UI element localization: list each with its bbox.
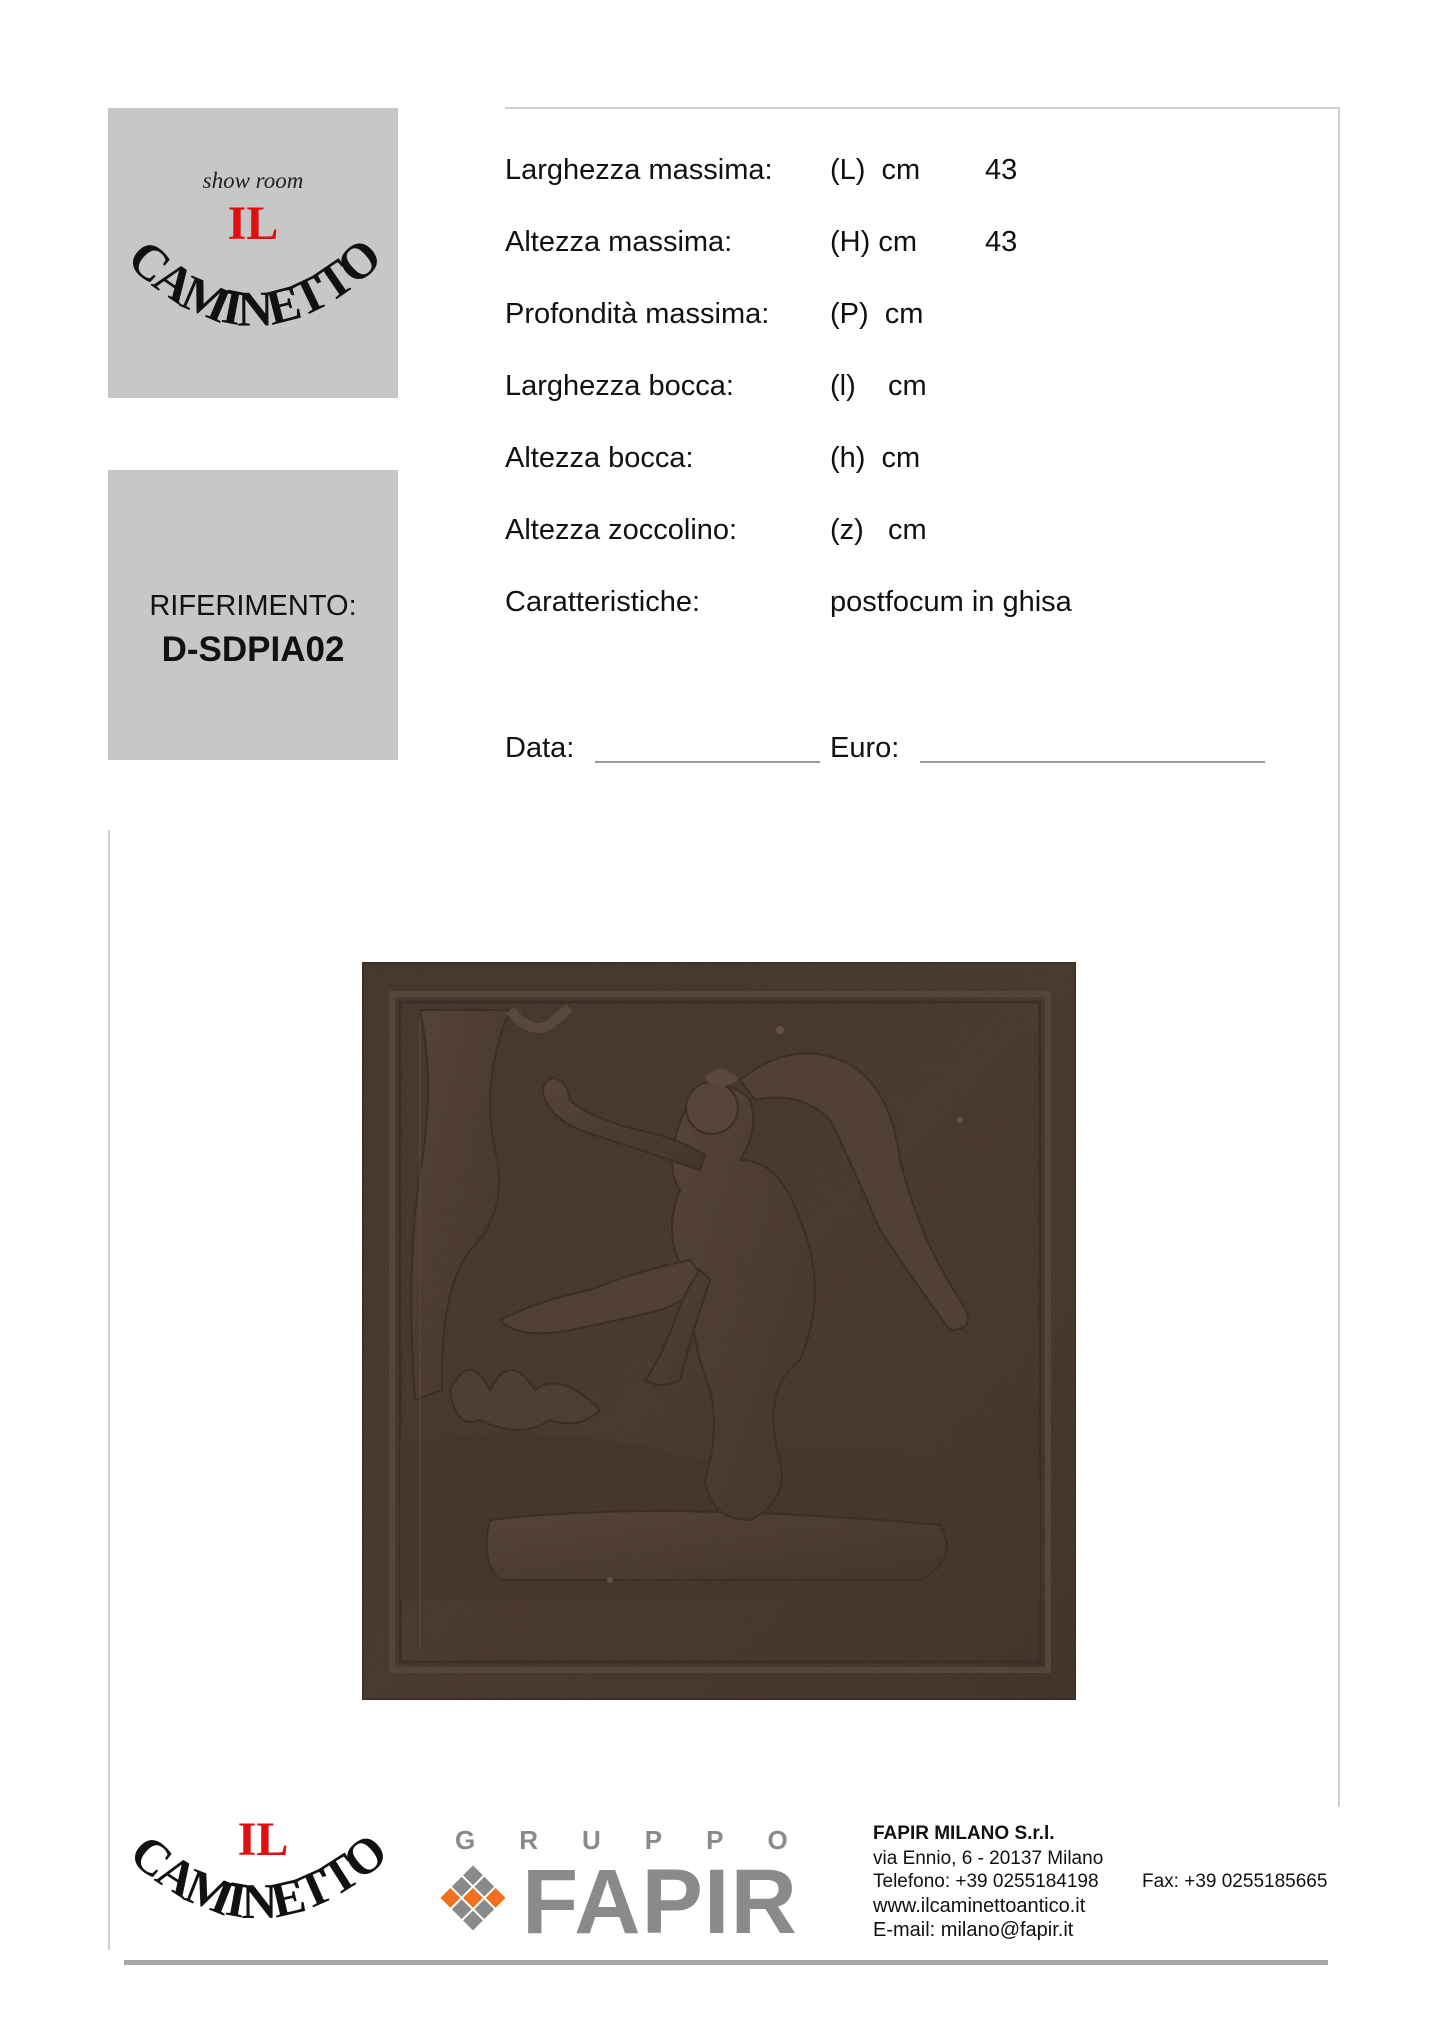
- spec-unit: (H) cm: [830, 226, 917, 258]
- fireback-illustration: [360, 960, 1078, 1702]
- footer-caminetto-arc: [118, 1818, 408, 1968]
- reference-label: RIFERIMENTO:: [149, 590, 357, 622]
- features-label: Caratteristiche:: [505, 586, 701, 618]
- spec-label: Larghezza bocca:: [505, 370, 734, 402]
- spec-label: Profondità massima:: [505, 298, 770, 330]
- spec-label: Altezza zoccolino:: [505, 514, 738, 546]
- spec-unit: (l) cm: [830, 370, 927, 402]
- right-rule: [1338, 107, 1340, 1807]
- company-phone: Telefono: +39 0255184198: [873, 1871, 1099, 1892]
- spec-label: Larghezza massima:: [505, 154, 773, 186]
- company-website[interactable]: www.ilcaminettoantico.it: [873, 1895, 1086, 1917]
- euro-blank-line: [920, 761, 1265, 763]
- spec-unit: (P) cm: [830, 298, 924, 330]
- reference-panel: [108, 470, 398, 760]
- caminetto-arc-logo: [108, 208, 398, 398]
- spec-value: 43: [985, 154, 1018, 186]
- reference-code: D-SDPIA02: [161, 630, 345, 669]
- footer-caminetto-logo: [118, 1813, 408, 1968]
- company-address: via Ennio, 6 - 20137 Milano: [873, 1848, 1104, 1869]
- show-room-text: show room: [202, 168, 304, 193]
- fapir-diamond-icon: [430, 1862, 516, 1948]
- features-value: postfocum in ghisa: [830, 586, 1072, 618]
- euro-label: Euro:: [830, 732, 900, 764]
- gruppo-text: GRUPPO: [455, 1825, 832, 1855]
- fapir-wordmark: FAPIR: [522, 1851, 798, 1953]
- showroom-logo-panel: [108, 108, 398, 398]
- spec-value: 43: [985, 226, 1018, 258]
- footer-logo-il-text: IL: [237, 1813, 289, 1866]
- spec-unit: (z) cm: [830, 514, 927, 546]
- svg-text:CAMINETTO: [118, 228, 391, 336]
- logo-il-text: IL: [227, 197, 279, 250]
- svg-text:CAMINETTO: [120, 1823, 396, 1929]
- spec-label: Altezza massima:: [505, 226, 733, 258]
- spec-unit: (h) cm: [830, 442, 921, 474]
- spec-label: Altezza bocca:: [505, 442, 694, 474]
- data-blank-line: [595, 761, 820, 763]
- left-rule: [108, 830, 110, 1950]
- company-fax: Fax: +39 0255185665: [1142, 1871, 1328, 1892]
- company-email[interactable]: E-mail: milano@fapir.it: [873, 1919, 1074, 1941]
- company-name: FAPIR MILANO S.r.l.: [873, 1823, 1055, 1844]
- spec-unit: (L) cm: [830, 154, 921, 186]
- data-label: Data:: [505, 732, 575, 764]
- caminetto-arc-text: CAMINETTO: [117, 228, 391, 337]
- top-rule: [505, 107, 1340, 109]
- product-photo: [360, 960, 1078, 1702]
- footer-caminetto-text: CAMINETTO: [120, 1823, 397, 1930]
